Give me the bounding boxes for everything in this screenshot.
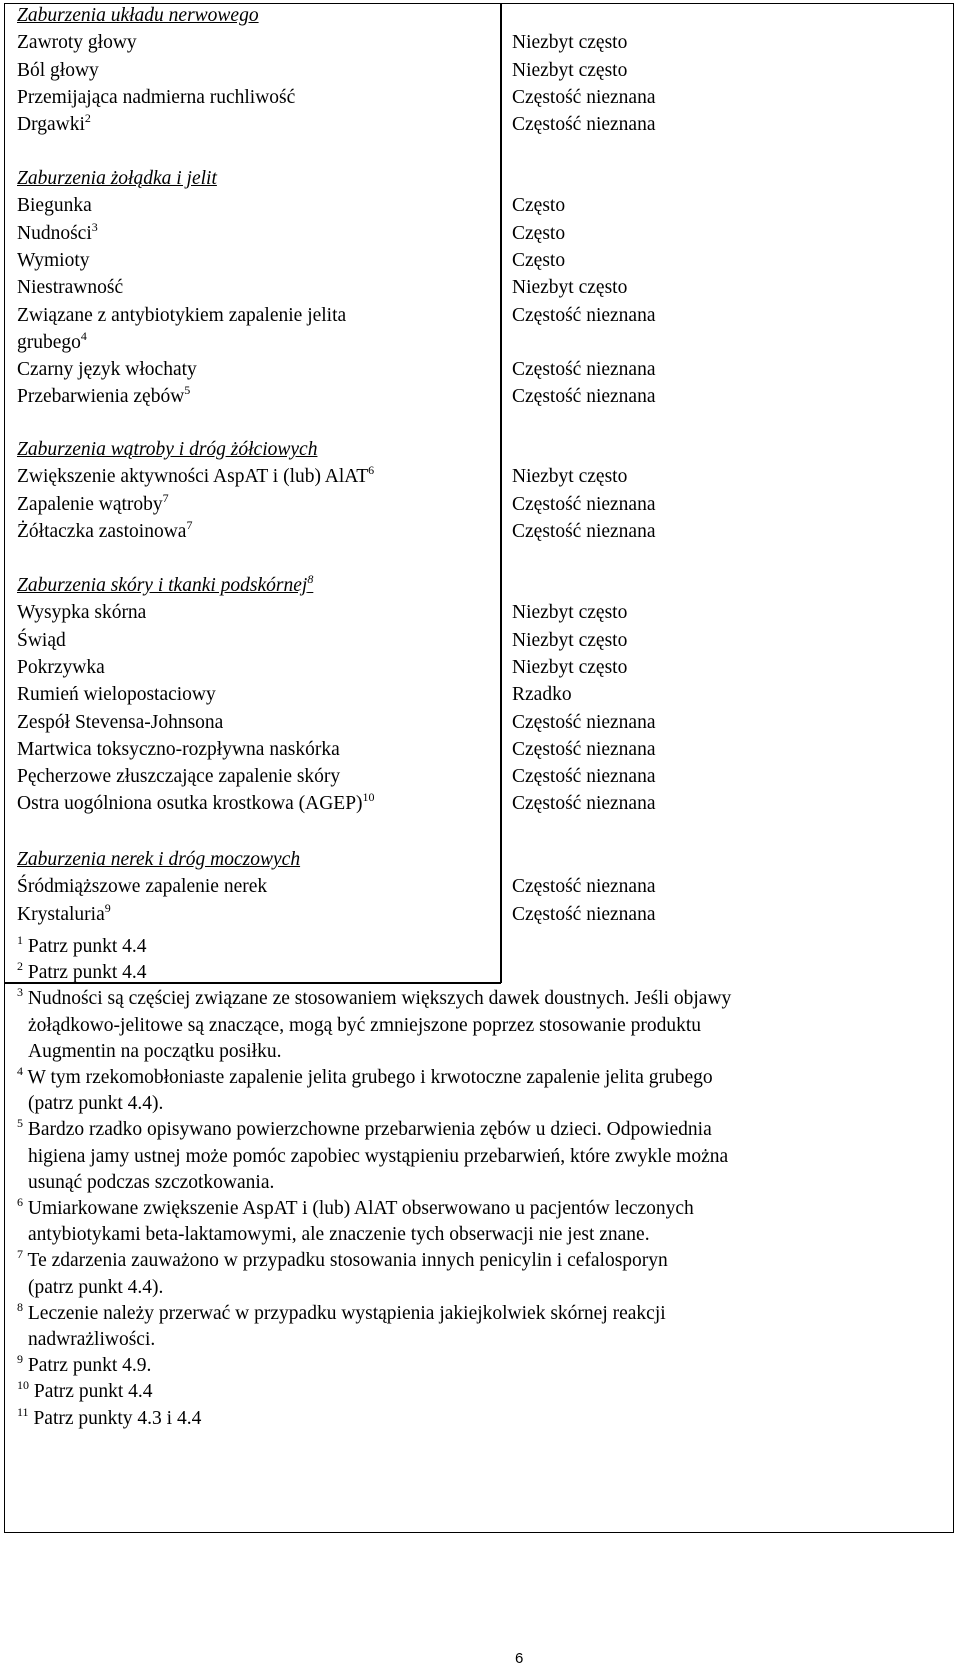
table-row-term: Zawroty głowy bbox=[17, 32, 137, 54]
footnote-text: antybiotykami beta-laktamowymi, ale znaczenie tych obserwacji nie jest znane. bbox=[28, 1224, 650, 1246]
table-row-term: Zespół Stevensa-Johnsona bbox=[17, 711, 224, 733]
table-row-frequency: Częstość nieznana bbox=[512, 386, 656, 408]
footnote-text: higiena jamy ustnej może pomóc zapobiec wystąpieniu przebarwień, które zwykle można bbox=[28, 1145, 729, 1167]
section-heading: Zaburzenia nerek i dróg moczowych bbox=[17, 849, 301, 870]
table-row-frequency: Niezbyt często bbox=[512, 277, 628, 299]
footnote-number: 9 bbox=[17, 1352, 23, 1367]
table-row-frequency: Często bbox=[512, 195, 566, 217]
table-row-term: Krystaluria$^9$ bbox=[17, 900, 111, 925]
footnote-line bbox=[17, 1221, 917, 1249]
table-row-term: Związane z antybiotykiem zapalenie jelita bbox=[17, 304, 347, 326]
superscript: 7 bbox=[162, 490, 169, 505]
table-row-frequency: Częstość nieznana bbox=[512, 793, 656, 815]
table-row-frequency: Częstość nieznana bbox=[512, 766, 656, 788]
footnote-number: 3 bbox=[17, 985, 23, 1000]
footnote-number: 7 bbox=[17, 1247, 23, 1262]
footnote-number: 2 bbox=[17, 959, 23, 974]
section-heading: Zaburzenia skóry i tkanki podskórnej$^8$ bbox=[17, 572, 314, 596]
footnote-number: 11 bbox=[17, 1404, 29, 1419]
footnote-number: 8 bbox=[17, 1299, 23, 1314]
table-row-frequency: Niezbyt często bbox=[512, 656, 628, 678]
table-row-term: Zwiększenie aktywności AspAT i (lub) AlAT$^6$ bbox=[17, 463, 375, 488]
footnote-number: 6 bbox=[17, 1195, 23, 1209]
footnote-line bbox=[17, 1274, 917, 1302]
table-row-frequency: Niezbyt często bbox=[512, 629, 628, 651]
table-row-frequency: Niezbyt często bbox=[512, 602, 628, 624]
footnote-line bbox=[17, 1143, 917, 1171]
footnote-text: (patrz punkt 4.4). bbox=[28, 1093, 164, 1115]
footnote-line: $^9$ Patrz punkt 4.9. bbox=[17, 1352, 152, 1377]
superscript: 6 bbox=[368, 463, 375, 478]
table-row-frequency: Częstość nieznana bbox=[512, 903, 656, 925]
table-row-term: Drgawki$^2$ bbox=[17, 111, 91, 136]
footnote-line bbox=[17, 1038, 917, 1066]
table-row-term: Wymioty bbox=[17, 249, 90, 271]
footnote-line: $^7$ Te zdarzenia zauważono w przypadku stosowania innych penicylin i cefalosporyn bbox=[17, 1247, 668, 1272]
table-row-term: Żółtaczka zastoinowa$^7$ bbox=[17, 517, 193, 542]
table-row-frequency: Częstość nieznana bbox=[512, 114, 656, 136]
table-row-term: Ból głowy bbox=[17, 59, 99, 81]
page-number: 6 bbox=[515, 1650, 524, 1667]
table-row-frequency: Niezbyt często bbox=[512, 32, 628, 54]
superscript: 10 bbox=[362, 790, 375, 805]
table-row-term: Rumień wielopostaciowy bbox=[17, 684, 216, 706]
table-row-frequency: Często bbox=[512, 222, 566, 244]
footnote-line: $^3$ Nudności są częściej związane ze stosowaniem większych dawek doustnych. Jeśli objawy bbox=[17, 985, 732, 1010]
table-row-frequency: Częstość nieznana bbox=[512, 304, 656, 326]
table-row-term: Martwica toksyczno-rozpływna naskórka bbox=[17, 738, 340, 760]
footnote-number: 10 bbox=[17, 1378, 29, 1393]
table-row-term: Czarny język włochaty bbox=[17, 359, 197, 381]
table-row-frequency: Niezbyt często bbox=[512, 59, 628, 81]
table-row-term: Biegunka bbox=[17, 195, 92, 217]
superscript: 9 bbox=[104, 900, 111, 915]
footnote-text: (patrz punkt 4.4). bbox=[28, 1276, 164, 1298]
footnote-number: 1 bbox=[17, 933, 23, 947]
superscript: 5 bbox=[184, 383, 191, 398]
table-row-frequency: Rzadko bbox=[512, 684, 572, 706]
table-row-frequency: Częstość nieznana bbox=[512, 738, 656, 760]
footnote-line bbox=[17, 1012, 917, 1040]
table-row-term: Zapalenie wątroby$^7$ bbox=[17, 490, 169, 515]
footnote-line: $^{10}$ Patrz punkt 4.4 bbox=[17, 1378, 153, 1403]
column-divider bbox=[500, 3, 502, 983]
table-row-frequency: Często bbox=[512, 249, 566, 271]
footnote-line bbox=[17, 1326, 917, 1354]
table-row-term: Ostra uogólniona osutka krostkowa (AGEP)$^{10}$ bbox=[17, 790, 375, 815]
footnote-text: żołądkowo-jelitowe są znaczące, mogą być zmniejszone poprzez stosowanie produktu bbox=[28, 1014, 702, 1036]
table-row-frequency: Częstość nieznana bbox=[512, 359, 656, 381]
table-row-term: Świąd bbox=[17, 629, 66, 651]
table-row-term: Nudności$^3$ bbox=[17, 219, 98, 244]
footnote-text: nadwrażliwości. bbox=[28, 1329, 156, 1350]
table-row-frequency: Niezbyt często bbox=[512, 466, 628, 488]
footnote-number: 4 bbox=[17, 1064, 23, 1078]
table-row-frequency: Częstość nieznana bbox=[512, 86, 656, 108]
superscript: 8 bbox=[307, 572, 314, 586]
table-row-frequency: Częstość nieznana bbox=[512, 493, 656, 515]
table-row-term: Pokrzywka bbox=[17, 656, 105, 678]
footnote-line: $^5$ Bardzo rzadko opisywano powierzchowne przebarwienia zębów u dzieci. Odpowiednia bbox=[17, 1116, 712, 1141]
section-heading: Zaburzenia układu nerwowego bbox=[17, 5, 259, 26]
table-row-term-cont: grubego$^4$ bbox=[17, 328, 87, 353]
footnote-line: $^1$ Patrz punkt 4.4 bbox=[17, 933, 147, 957]
table-row-term: Przemijająca nadmierna ruchliwość bbox=[17, 86, 296, 108]
superscript: 3 bbox=[91, 219, 98, 234]
footnote-line: $^8$ Leczenie należy przerwać w przypadku wystąpienia jakiejkolwiek skórnej reakcji bbox=[17, 1299, 666, 1324]
table-row-term: Śródmiąższowe zapalenie nerek bbox=[17, 876, 268, 898]
table-row-term: Niestrawność bbox=[17, 277, 124, 299]
footnote-line: $^4$ W tym rzekomobłoniaste zapalenie jelita grubego i krwotoczne zapalenie jelita grubego bbox=[17, 1064, 713, 1088]
footnote-number: 5 bbox=[17, 1116, 23, 1131]
section-heading: Zaburzenia żołądka i jelit bbox=[17, 168, 217, 189]
table-row-term: Pęcherzowe złuszczające zapalenie skóry bbox=[17, 766, 341, 788]
table-row-frequency: Częstość nieznana bbox=[512, 520, 656, 542]
table-row-frequency: Częstość nieznana bbox=[512, 876, 656, 898]
footnote-line: $^2$ Patrz punkt 4.4 bbox=[17, 959, 147, 984]
superscript: 2 bbox=[84, 111, 91, 126]
superscript: 7 bbox=[186, 517, 193, 532]
superscript: 4 bbox=[80, 328, 87, 343]
footnote-line bbox=[17, 1090, 917, 1118]
footnote-line: $^{11}$ Patrz punkty 4.3 i 4.4 bbox=[17, 1404, 202, 1429]
footnote-line bbox=[17, 1169, 917, 1197]
table-row-frequency: Częstość nieznana bbox=[512, 711, 656, 733]
table-row-term: Wysypka skórna bbox=[17, 602, 147, 624]
footnote-text: Augmentin na początku posiłku. bbox=[28, 1040, 282, 1062]
table-row-term: Przebarwienia zębów$^5$ bbox=[17, 383, 191, 408]
footnote-text: usunąć podczas szczotkowania. bbox=[28, 1171, 275, 1193]
section-heading: Zaburzenia wątroby i dróg żółciowych bbox=[17, 439, 318, 460]
footnote-line: $^6$ Umiarkowane zwiększenie AspAT i (lub) AlAT obserwowano u pacjentów leczonych bbox=[17, 1195, 694, 1219]
